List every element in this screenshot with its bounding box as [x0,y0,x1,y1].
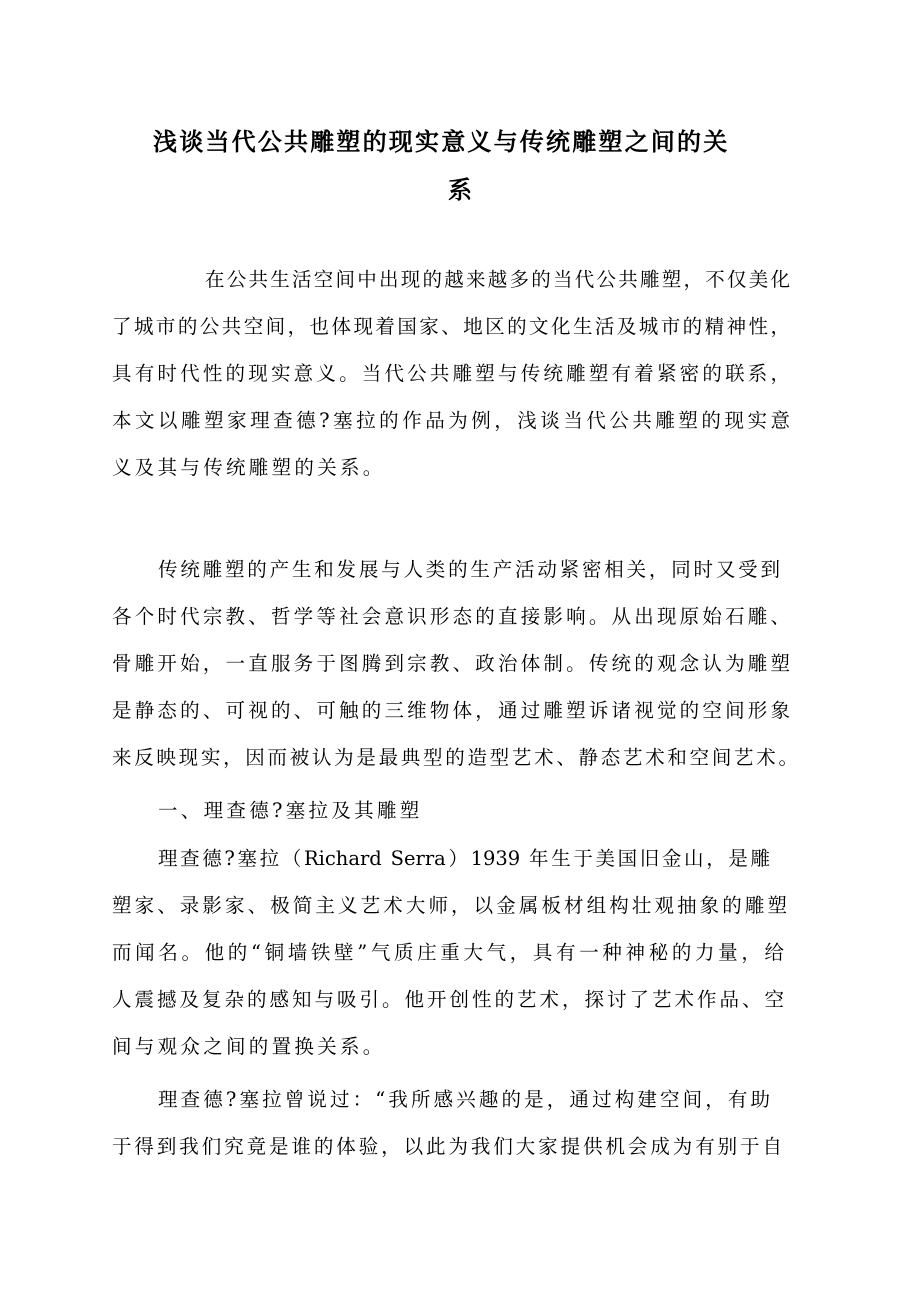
paragraph-1-line: 本文以雕塑家理查德?塞拉的作品为例，浅谈当代公共雕塑的现实意 [112,409,790,432]
paragraph-1-line: 具有时代性的现实意义。当代公共雕塑与传统雕塑有着紧密的联系， [112,362,790,385]
paragraph-3-line: 间与观众之间的置换关系。 [112,1035,386,1058]
paragraph-4-line: 理查德?塞拉曾说过：“我所感兴趣的是，通过构建空间，有助 [158,1088,770,1111]
paragraph-1-line: 了城市的公共空间，也体现着国家、地区的文化生活及城市的精神性， [112,315,790,338]
paragraph-2-line: 各个时代宗教、哲学等社会意识形态的直接影响。从出现原始石雕、 [112,605,790,628]
paragraph-3-line: 人震撼及复杂的感知与吸引。他开创性的艺术，探讨了艺术作品、空 [112,988,784,1011]
title-line-1: 浅谈当代公共雕塑的现实意义与传统雕塑之间的关 [153,127,730,156]
paragraph-2-line: 来反映现实，因而被认为是最典型的造型艺术、静态艺术和空间艺术。 [112,746,798,769]
paragraph-2-line: 骨雕开始，一直服务于图腾到宗教、政治体制。传统的观念认为雕塑 [112,652,790,675]
paragraph-4-line: 于得到我们究竟是谁的体验，以此为我们大家提供机会成为有别于自 [112,1135,782,1158]
paragraph-3-line: 而闻名。他的“铜墙铁壁”气质庄重大气，具有一种神秘的力量，给 [112,941,784,964]
paragraph-1-line: 义及其与传统雕塑的关系。 [112,456,386,479]
paragraph-2-line: 传统雕塑的产生和发展与人类的生产活动紧密相关，同时又受到 [158,558,780,581]
paragraph-3-line: 理查德?塞拉（Richard Serra）1939 年生于美国旧金山，是雕 [158,847,770,870]
paragraph-2-line: 是静态的、可视的、可触的三维物体，通过雕塑诉诸视觉的空间形象 [112,699,790,722]
section-heading: 一、理查德?塞拉及其雕塑 [158,799,423,822]
paragraph-1-line: 在公共生活空间中出现的越来越多的当代公共雕塑，不仅美化 [205,268,790,291]
title-line-2: 系 [448,175,472,204]
paragraph-3-line: 塑家、录影家、极简主义艺术大师，以金属板材组构壮观抽象的雕塑 [112,894,787,917]
